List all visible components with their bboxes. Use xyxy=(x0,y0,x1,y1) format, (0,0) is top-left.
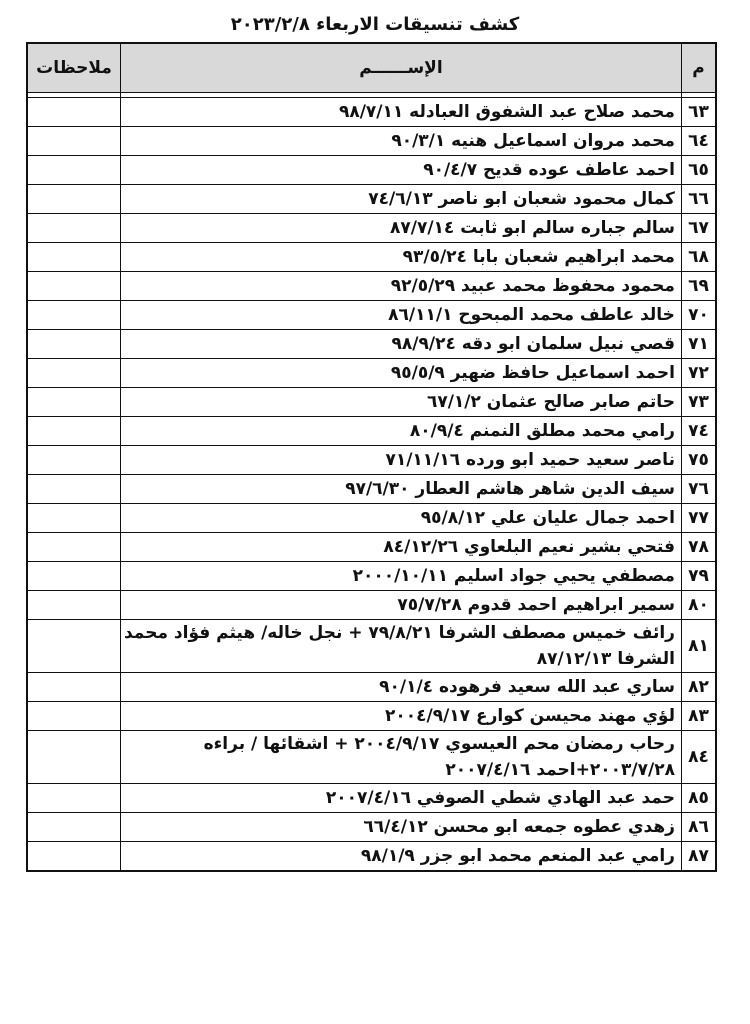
row-notes xyxy=(27,446,121,475)
table-row xyxy=(27,475,716,504)
table-row xyxy=(27,620,716,673)
row-number: ٧٧ xyxy=(681,504,716,533)
row-number: ٧٨ xyxy=(681,533,716,562)
row-number: ٨١ xyxy=(681,620,716,673)
row-notes xyxy=(27,330,121,359)
row-notes xyxy=(27,156,121,185)
row-number: ٧٥ xyxy=(681,446,716,475)
row-notes xyxy=(27,243,121,272)
row-number: ٨٢ xyxy=(681,673,716,702)
row-notes xyxy=(27,98,121,127)
row-notes xyxy=(27,842,121,872)
row-number: ٨٣ xyxy=(681,702,716,731)
row-number: ٨٥ xyxy=(681,784,716,813)
row-number: ٨٤ xyxy=(681,731,716,784)
row-notes xyxy=(27,185,121,214)
table-row xyxy=(27,813,716,842)
row-number: ٦٩ xyxy=(681,272,716,301)
row-notes xyxy=(27,562,121,591)
row-name: رائف خميس مصطف الشرفا ٧٩/٨/٢١ + نجل خاله/ هيثم فؤاد محمد الشرفا ٨٧/١٢/١٣ xyxy=(121,620,682,673)
row-name: محمد ابراهيم شعبان بابا ٩٣/٥/٢٤ xyxy=(121,243,682,272)
row-notes xyxy=(27,214,121,243)
row-number: ٧٣ xyxy=(681,388,716,417)
row-number: ٨٠ xyxy=(681,591,716,620)
header-name: الإســــــم xyxy=(121,43,682,93)
row-name: خالد عاطف محمد المبحوح ٨٦/١١/١ xyxy=(121,301,682,330)
row-name: احمد اسماعيل حافظ ضهير ٩٥/٥/٩ xyxy=(121,359,682,388)
row-number: ٦٤ xyxy=(681,127,716,156)
row-name: مصطفي يحيي جواد اسليم ٢٠٠٠/١٠/١١ xyxy=(121,562,682,591)
row-number: ٦٣ xyxy=(681,98,716,127)
row-name: سمير ابراهيم احمد قدوم ٧٥/٧/٢٨ xyxy=(121,591,682,620)
row-notes xyxy=(27,784,121,813)
header-row xyxy=(27,43,716,93)
row-notes xyxy=(27,272,121,301)
table-row xyxy=(27,504,716,533)
row-notes xyxy=(27,504,121,533)
row-notes xyxy=(27,475,121,504)
table-row xyxy=(27,214,716,243)
row-notes xyxy=(27,359,121,388)
row-name: رحاب رمضان محم العيسوي ٢٠٠٤/٩/١٧ + اشقائها / براءه ٢٠٠٣/٧/٢٨+احمد ٢٠٠٧/٤/١٦ xyxy=(121,731,682,784)
row-number: ٦٨ xyxy=(681,243,716,272)
row-notes xyxy=(27,591,121,620)
row-name: سيف الدين شاهر هاشم العطار ٩٧/٦/٣٠ xyxy=(121,475,682,504)
table-row xyxy=(27,98,716,127)
header-notes: ملاحظات xyxy=(27,43,121,93)
table-row xyxy=(27,784,716,813)
table-row xyxy=(27,562,716,591)
row-name: محمود محفوظ محمد عبيد ٩٢/٥/٢٩ xyxy=(121,272,682,301)
row-name: احمد جمال عليان علي ٩٥/٨/١٢ xyxy=(121,504,682,533)
table-row xyxy=(27,446,716,475)
row-name: حاتم صابر صالح عثمان ٦٧/١/٢ xyxy=(121,388,682,417)
row-name: محمد مروان اسماعيل هنيه ٩٠/٣/١ xyxy=(121,127,682,156)
table-row xyxy=(27,272,716,301)
row-number: ٦٥ xyxy=(681,156,716,185)
row-number: ٧٢ xyxy=(681,359,716,388)
row-notes xyxy=(27,417,121,446)
row-notes xyxy=(27,731,121,784)
row-name: محمد صلاح عبد الشفوق العبادله ٩٨/٧/١١ xyxy=(121,98,682,127)
row-number: ٦٧ xyxy=(681,214,716,243)
row-name: كمال محمود شعبان ابو ناصر ٧٤/٦/١٣ xyxy=(121,185,682,214)
row-notes xyxy=(27,533,121,562)
table-row xyxy=(27,243,716,272)
row-number: ٧٤ xyxy=(681,417,716,446)
row-name: فتحي بشير نعيم البلعاوي ٨٤/١٢/٢٦ xyxy=(121,533,682,562)
table-row xyxy=(27,301,716,330)
table-row xyxy=(27,330,716,359)
table-row xyxy=(27,185,716,214)
row-notes xyxy=(27,673,121,702)
row-number: ٦٦ xyxy=(681,185,716,214)
row-name: قصي نبيل سلمان ابو دقه ٩٨/٩/٢٤ xyxy=(121,330,682,359)
row-name: ناصر سعيد حميد ابو ورده ٧١/١١/١٦ xyxy=(121,446,682,475)
row-notes xyxy=(27,301,121,330)
row-number: ٧٠ xyxy=(681,301,716,330)
row-name: حمد عبد الهادي شطي الصوفي ٢٠٠٧/٤/١٦ xyxy=(121,784,682,813)
row-number: ٨٦ xyxy=(681,813,716,842)
row-notes xyxy=(27,813,121,842)
row-number: ٧٩ xyxy=(681,562,716,591)
row-name: احمد عاطف عوده قديح ٩٠/٤/٧ xyxy=(121,156,682,185)
row-name: لؤي مهند محيسن كوارع ٢٠٠٤/٩/١٧ xyxy=(121,702,682,731)
table-row xyxy=(27,533,716,562)
row-notes xyxy=(27,702,121,731)
table-row xyxy=(27,127,716,156)
row-number: ٨٧ xyxy=(681,842,716,872)
names-table xyxy=(26,42,717,872)
header-num: م xyxy=(681,43,716,93)
table-row xyxy=(27,417,716,446)
table-row xyxy=(27,388,716,417)
row-name: رامي عبد المنعم محمد ابو جزر ٩٨/١/٩ xyxy=(121,842,682,872)
row-notes xyxy=(27,127,121,156)
row-name: رامي محمد مطلق النمنم ٨٠/٩/٤ xyxy=(121,417,682,446)
table-row xyxy=(27,359,716,388)
page-title: كشف تنسيقات الاربعاء ٢٠٢٣/٢/٨ xyxy=(230,14,520,35)
row-name: ساري عبد الله سعيد فرهوده ٩٠/١/٤ xyxy=(121,673,682,702)
row-number: ٧١ xyxy=(681,330,716,359)
table-row xyxy=(27,156,716,185)
table-row xyxy=(27,842,716,872)
row-notes xyxy=(27,620,121,673)
table-row xyxy=(27,591,716,620)
table-row xyxy=(27,731,716,784)
row-name: سالم جباره سالم ابو ثابت ٨٧/٧/١٤ xyxy=(121,214,682,243)
row-name: زهدي عطوه جمعه ابو محسن ٦٦/٤/١٢ xyxy=(121,813,682,842)
table-row xyxy=(27,673,716,702)
table-row xyxy=(27,702,716,731)
row-number: ٧٦ xyxy=(681,475,716,504)
row-notes xyxy=(27,388,121,417)
